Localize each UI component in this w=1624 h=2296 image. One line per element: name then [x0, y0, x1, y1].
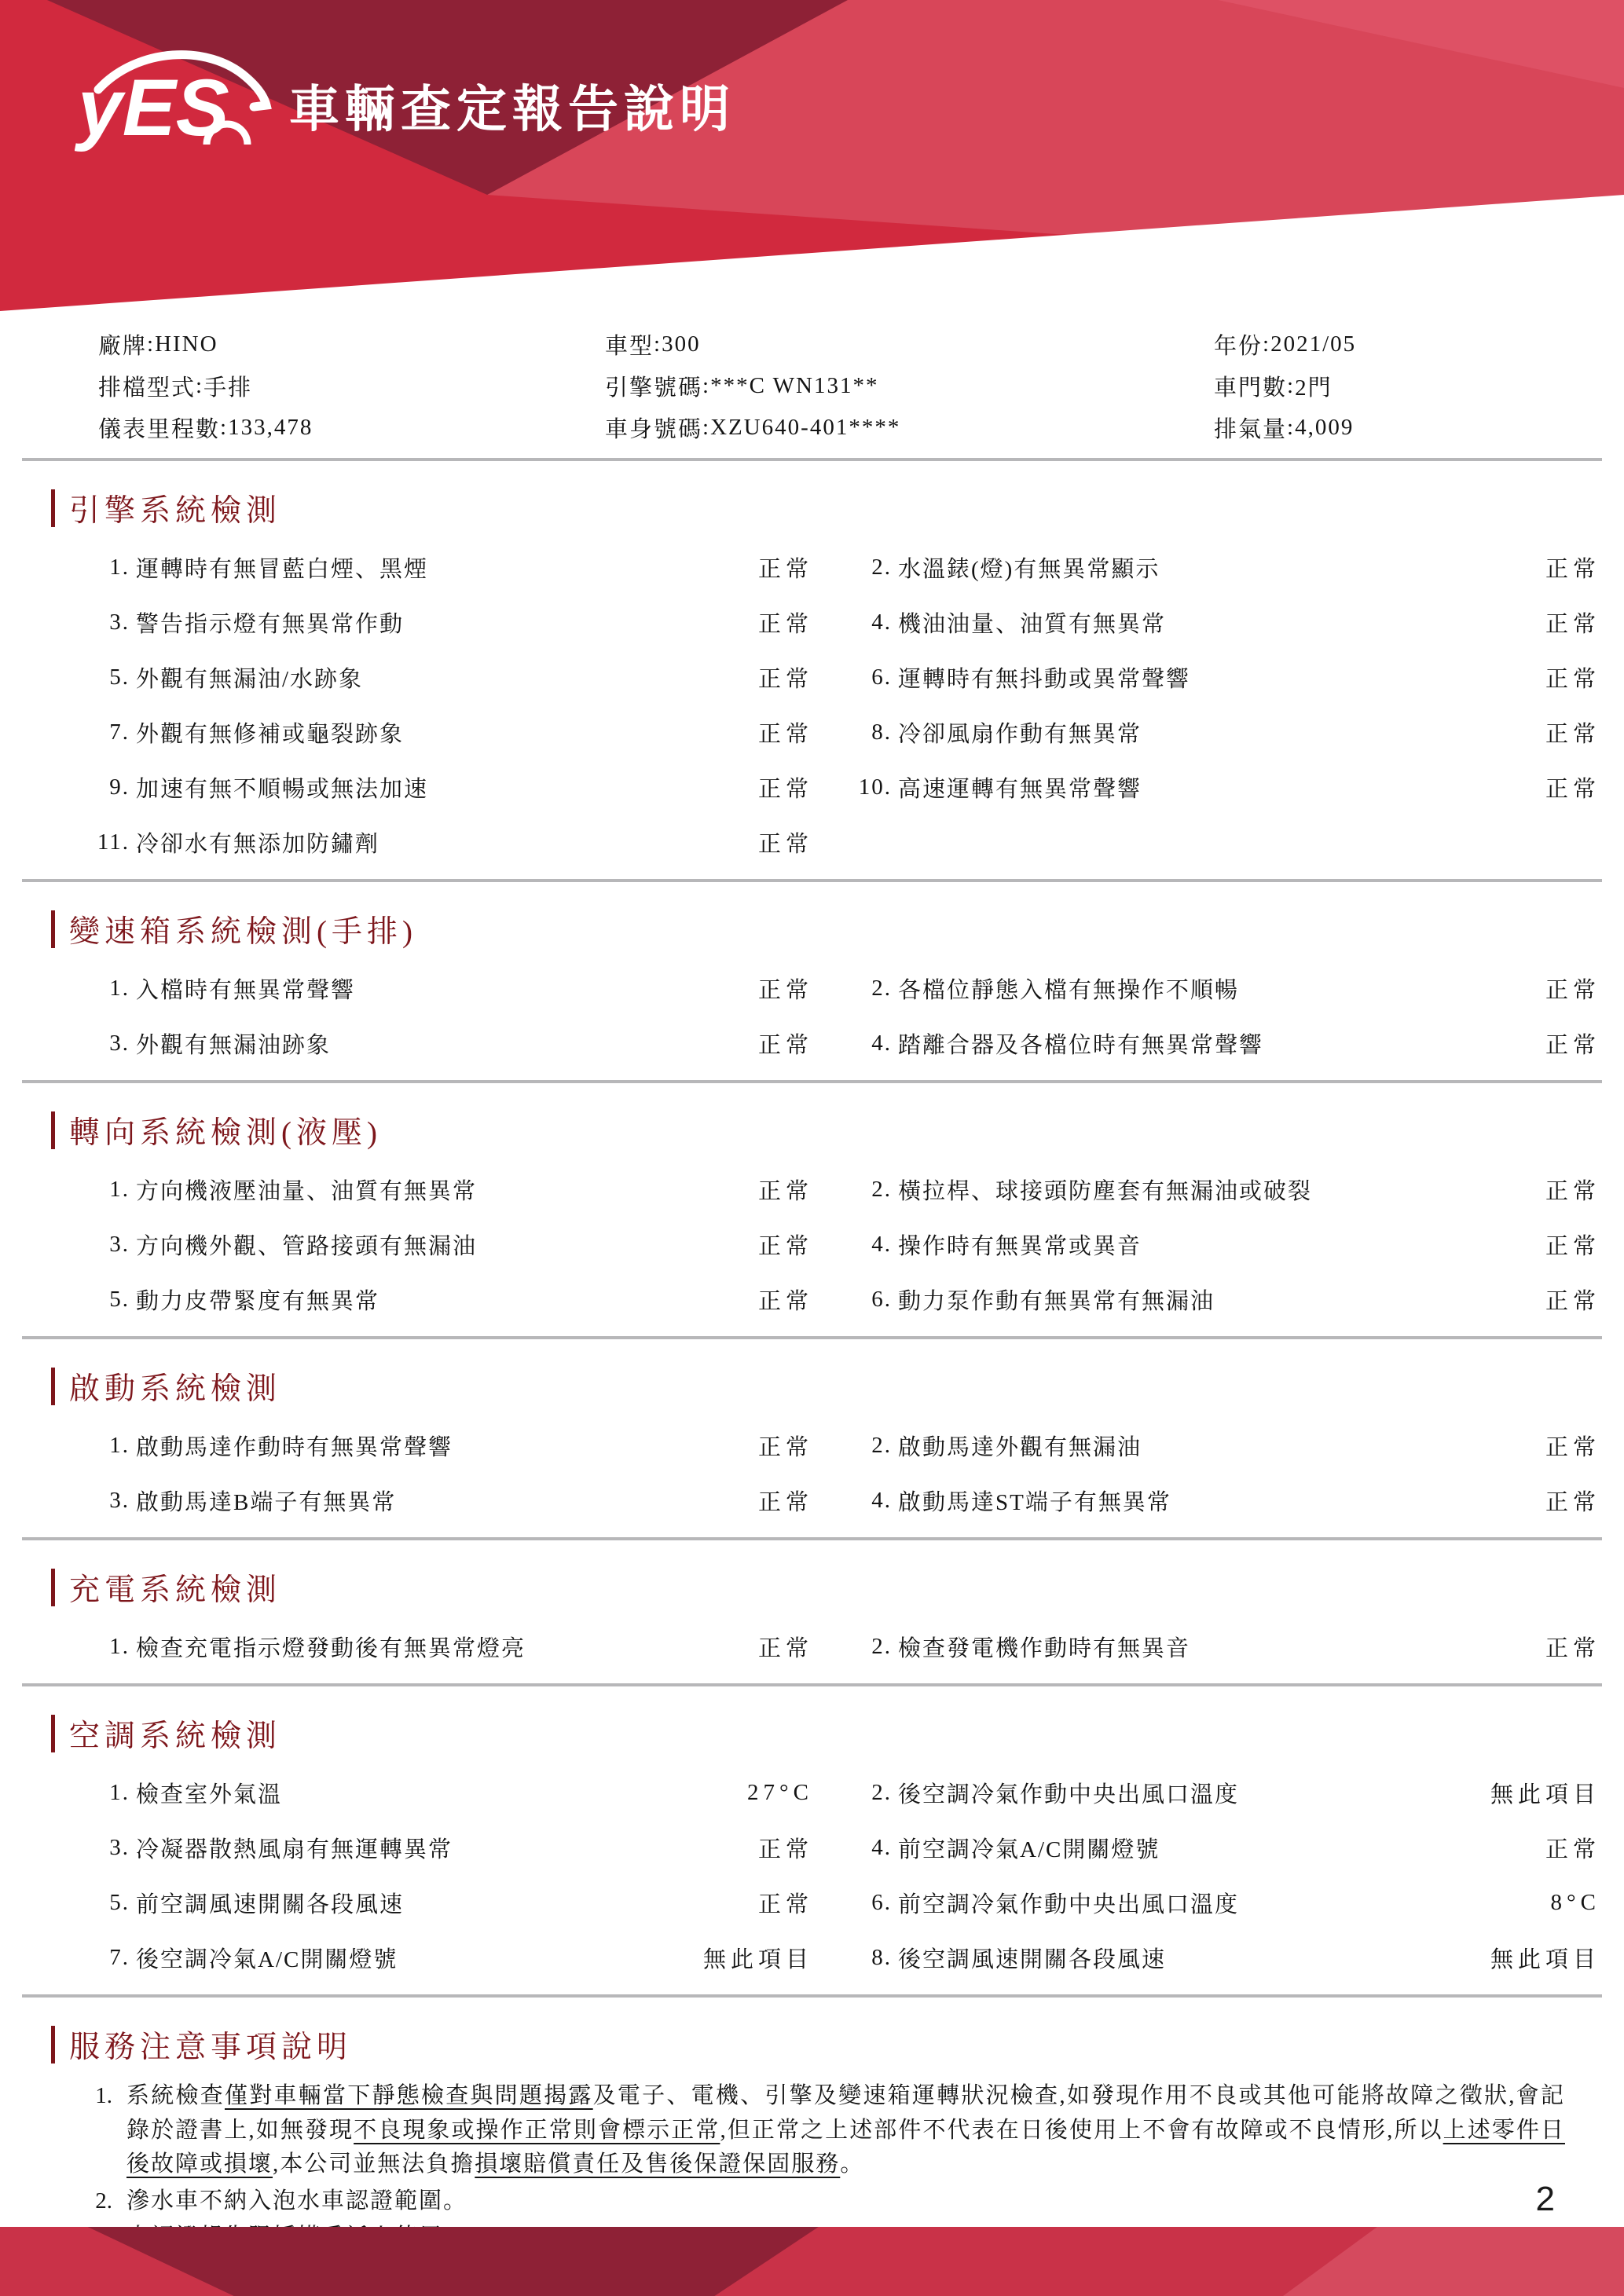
item-result: 正常 [757, 1178, 813, 1204]
section-divider [22, 1683, 1602, 1686]
section-title-text: 變速箱系統檢測(手排) [69, 915, 417, 949]
section-title-text: 轉向系統檢測(液壓) [69, 1116, 382, 1150]
inspection-item [51, 595, 691, 650]
item-result: 正常 [1545, 1233, 1600, 1259]
inspection-item [813, 1162, 1434, 1217]
colon: : [1263, 331, 1271, 357]
item-result: 正常 [757, 666, 813, 692]
item-result: 正常 [1545, 1489, 1600, 1515]
section-divider [22, 1080, 1602, 1083]
item-number: 4. [871, 609, 892, 635]
vehicle-field [1214, 365, 1573, 407]
item-number: 4. [871, 1487, 892, 1513]
item-number: 8. [871, 1944, 892, 1970]
item-label: 踏離合器及各檔位時有無異常聲響 [898, 1032, 1264, 1058]
item-result: 正常 [757, 1032, 813, 1058]
section-items [0, 1162, 1624, 1327]
item-number: 4. [871, 1834, 892, 1860]
item-label: 後空調風速開關各段風速 [898, 1946, 1167, 1972]
item-result: 無此項目 [702, 1946, 813, 1972]
inspection-item [51, 760, 691, 815]
section-service-notes [0, 2024, 1624, 2255]
inspection-item [51, 1619, 691, 1674]
colon: : [654, 331, 662, 357]
section-title-bar [51, 2026, 55, 2063]
item-result: 正常 [1545, 556, 1600, 582]
vehicle-field-label: 年份 [1214, 334, 1263, 359]
item-result: 正常 [757, 721, 813, 747]
item-result: 正常 [1545, 611, 1600, 637]
vehicle-field-value: 2門 [1295, 375, 1333, 401]
section-title-text: 空調系統檢測 [69, 1719, 282, 1753]
item-number: 11. [97, 829, 130, 855]
vehicle-field [605, 407, 1214, 449]
vehicle-field-value: 手排 [203, 375, 253, 401]
note-number: 1. [95, 2083, 112, 2108]
inspection-item [51, 1162, 691, 1217]
section-title [51, 488, 1624, 529]
item-number: 9. [109, 774, 130, 800]
inspection-item [813, 1765, 1434, 1820]
item-label: 外觀有無漏油跡象 [136, 1032, 332, 1058]
item-result: 正常 [1545, 1635, 1600, 1661]
item-number: 6. [871, 664, 892, 690]
section-title-bar [51, 489, 55, 527]
inspection-item [51, 650, 691, 705]
vehicle-field [98, 365, 605, 407]
colon: : [702, 415, 711, 440]
vehicle-field-label: 車門數 [1214, 375, 1288, 401]
colon: : [702, 373, 711, 398]
item-number: 2. [871, 1779, 892, 1805]
section-title [51, 909, 1624, 950]
header-banner [0, 0, 1624, 314]
inspection-item [51, 540, 691, 595]
item-label: 外觀有無漏油/水跡象 [136, 666, 364, 692]
section-title-text: 服務注意事項說明 [69, 2031, 353, 2064]
item-result: 正常 [757, 776, 813, 802]
note-text-segment: 系統檢查 [126, 2083, 225, 2108]
vehicle-field [1214, 324, 1573, 365]
vehicle-field-value: 133,478 [228, 415, 313, 440]
item-label: 啟動馬達作動時有無異常聲響 [136, 1434, 453, 1460]
item-result: 正常 [757, 1434, 813, 1460]
note-text-segment: ,但正常之上述部件不代表在日後使用上不會有故障或不良情形,所以 [720, 2117, 1443, 2143]
inspection-item [813, 1473, 1434, 1528]
item-label: 啟動馬達外觀有無漏油 [898, 1434, 1142, 1460]
item-number: 2. [871, 554, 892, 580]
item-label: 運轉時有無抖動或異常聲響 [898, 666, 1191, 692]
item-label: 啟動馬達B端子有無異常 [136, 1489, 397, 1515]
item-label: 前空調冷氣A/C開關燈號 [898, 1836, 1160, 1862]
section-title [51, 1366, 1624, 1407]
vehicle-field-value: XZU640-401**** [710, 415, 901, 440]
note-text-segment: 及電子、電機、引擎及變速箱運轉狀況檢查,如發現作用不良或其他可能將故障之徵狀,會記錄於證書上,如無發現 [126, 2083, 1565, 2143]
vehicle-field-value: 300 [662, 331, 701, 357]
section-items [0, 1619, 1624, 1674]
vehicle-field [605, 365, 1214, 407]
item-result: 正常 [1545, 776, 1600, 802]
item-result: 無此項目 [1490, 1946, 1600, 1972]
vehicle-info [0, 324, 1624, 449]
item-number: 6. [871, 1889, 892, 1915]
inspection-item [51, 1765, 691, 1820]
inspection-item [813, 1875, 1434, 1930]
vehicle-field-label: 車型 [605, 334, 654, 359]
vehicle-field-label: 排氣量 [1214, 417, 1288, 442]
note-text [126, 2079, 1565, 2182]
item-result: 正常 [757, 1891, 813, 1917]
item-number: 5. [109, 1286, 130, 1312]
section-title-bar [51, 1715, 55, 1752]
inspection-item [51, 705, 691, 760]
item-result: 正常 [1545, 666, 1600, 692]
inspection-item [813, 760, 1434, 815]
inspection-item [51, 1418, 691, 1473]
item-number: 3. [109, 1231, 130, 1257]
item-result: 正常 [757, 611, 813, 637]
note-text-segment: 損壞賠償責任及售後保證保固服務 [475, 2151, 841, 2177]
item-number: 1. [109, 975, 130, 1001]
item-label: 檢查充電指示燈發動後有無異常燈亮 [136, 1635, 526, 1661]
item-label: 冷凝器散熱風扇有無運轉異常 [136, 1836, 453, 1862]
item-number: 8. [871, 719, 892, 745]
inspection-item [51, 1820, 691, 1875]
item-result: 正常 [757, 1233, 813, 1259]
item-label: 加速有無不順暢或無法加速 [136, 776, 429, 802]
vehicle-field-value: ***C WN131** [710, 373, 879, 398]
item-result: 正常 [757, 977, 813, 1003]
inspection-item [813, 1016, 1434, 1071]
item-result: 正常 [1545, 1178, 1600, 1204]
item-number: 7. [109, 1944, 130, 1970]
item-result: 正常 [757, 1635, 813, 1661]
item-label: 檢查室外氣溫 [136, 1782, 283, 1807]
section-title-bar [51, 1368, 55, 1405]
inspection-item [51, 961, 691, 1016]
item-number: 5. [109, 664, 130, 690]
inspection-item [51, 1217, 691, 1272]
vehicle-field-label: 車身號碼 [605, 417, 703, 442]
item-label: 方向機外觀、管路接頭有無漏油 [136, 1233, 478, 1259]
item-label: 後空調冷氣A/C開關燈號 [136, 1946, 398, 1972]
inspection-item [813, 650, 1434, 705]
item-number: 3. [109, 609, 130, 635]
section-divider [22, 458, 1602, 461]
item-number: 3. [109, 1487, 130, 1513]
vehicle-field-label: 引擎號碼 [605, 375, 703, 401]
inspection-item [813, 595, 1434, 650]
vehicle-field-label: 儀表里程數 [98, 417, 221, 442]
note-text-segment: 。 [840, 2151, 865, 2177]
item-label: 前空調風速開關各段風速 [136, 1891, 405, 1917]
inspection-item [813, 1820, 1434, 1875]
inspection-item [813, 1217, 1434, 1272]
vehicle-field-value: 4,009 [1295, 415, 1355, 440]
note-text-segment: 不良現象或操作正常則會標示正常 [354, 2117, 720, 2143]
service-note [75, 2184, 1565, 2219]
item-result: 正常 [1545, 977, 1600, 1003]
vehicle-field-label: 排檔型式 [98, 375, 196, 401]
item-label: 運轉時有無冒藍白煙、黑煙 [136, 556, 429, 582]
item-label: 方向機液壓油量、油質有無異常 [136, 1178, 478, 1204]
item-label: 橫拉桿、球接頭防塵套有無漏油或破裂 [898, 1178, 1313, 1204]
vehicle-field-label: 廠牌 [98, 334, 148, 359]
item-result: 正常 [757, 1288, 813, 1314]
section-title-text: 充電系統檢測 [69, 1573, 282, 1607]
item-number: 2. [871, 1633, 892, 1659]
note-text-segment: 僅對車輛當下靜態檢查與問題揭露 [224, 2083, 593, 2108]
inspection-item [813, 1930, 1434, 1985]
item-result: 正常 [757, 1836, 813, 1862]
service-note [75, 2079, 1565, 2182]
inspection-item [813, 1418, 1434, 1473]
section-title [51, 1567, 1624, 1608]
item-label: 警告指示燈有無異常作動 [136, 611, 405, 637]
item-label: 入檔時有無異常聲響 [136, 977, 356, 1003]
inspection-item [51, 1016, 691, 1071]
section-title-text: 啟動系統檢測 [69, 1372, 282, 1406]
note-text [126, 2184, 1565, 2219]
item-label: 動力泵作動有無異常有無漏油 [898, 1288, 1215, 1314]
vehicle-field-value: 2021/05 [1270, 331, 1357, 357]
inspection-item [813, 1272, 1434, 1327]
item-result: 正常 [757, 831, 813, 857]
note-text-segment: 滲水車不納入泡水車認證範圍。 [126, 2188, 468, 2214]
inspection-item [51, 815, 691, 870]
item-label: 高速運轉有無異常聲響 [898, 776, 1142, 802]
item-number: 3. [109, 1030, 130, 1056]
item-result: 正常 [1545, 1032, 1600, 1058]
item-label: 動力皮帶緊度有無異常 [136, 1288, 380, 1314]
page-number: 2 [1535, 2180, 1555, 2218]
footer-banner [0, 2227, 1624, 2296]
item-number: 7. [109, 719, 130, 745]
item-result: 正常 [1545, 1288, 1600, 1314]
vehicle-field [98, 407, 605, 449]
section-divider [22, 1336, 1602, 1339]
section-items [0, 1765, 1624, 1985]
yes-logo-svg [75, 39, 279, 165]
section-divider [22, 1994, 1602, 1998]
section-divider [22, 1537, 1602, 1540]
colon: : [1287, 373, 1296, 398]
item-result: 8°C [1550, 1889, 1600, 1915]
section-items [0, 1418, 1624, 1528]
item-result: 正常 [1545, 1836, 1600, 1862]
item-label: 檢查發電機作動時有無異音 [898, 1635, 1191, 1661]
item-label: 啟動馬達ST端子有無異常 [898, 1489, 1171, 1515]
item-result: 無此項目 [1490, 1782, 1600, 1807]
section-title [51, 1110, 1624, 1151]
inspection-item [51, 1473, 691, 1528]
section-title-text: 引擎系統檢測 [69, 494, 282, 528]
section-steering [0, 1110, 1624, 1327]
inspection-item [51, 1875, 691, 1930]
inspection-item [51, 1930, 691, 1985]
item-result: 正常 [1545, 1434, 1600, 1460]
item-label: 冷卻水有無添加防鏽劑 [136, 831, 380, 857]
inspection-item [813, 705, 1434, 760]
item-label: 操作時有無異常或異音 [898, 1233, 1142, 1259]
note-number: 2. [95, 2188, 112, 2214]
item-number: 2. [871, 975, 892, 1001]
inspection-item [813, 961, 1434, 1016]
yes-logo [75, 39, 279, 169]
vehicle-field [98, 324, 605, 365]
section-title-bar [51, 1569, 55, 1606]
section-title [51, 2024, 1624, 2065]
item-number: 1. [109, 1432, 130, 1458]
item-label: 各檔位靜態入檔有無操作不順暢 [898, 977, 1240, 1003]
page-title: 車輛查定報告說明 [289, 81, 735, 137]
item-label: 冷卻風扇作動有無異常 [898, 721, 1142, 747]
item-label: 外觀有無修補或龜裂跡象 [136, 721, 405, 747]
inspection-item [51, 1272, 691, 1327]
item-label: 水溫錶(燈)有無異常顯示 [898, 556, 1160, 582]
item-result: 正常 [757, 1489, 813, 1515]
section-title-bar [51, 910, 55, 948]
note-text-segment: 上述零件日後故障或損壞 [126, 2117, 1565, 2177]
item-number: 1. [109, 1779, 130, 1805]
item-result: 正常 [1545, 721, 1600, 747]
inspection-item [813, 540, 1434, 595]
section-aircon [0, 1713, 1624, 1985]
colon: : [196, 373, 204, 398]
section-items [0, 961, 1624, 1071]
item-number: 4. [871, 1030, 892, 1056]
section-charging [0, 1567, 1624, 1674]
item-number: 3. [109, 1834, 130, 1860]
vehicle-field [1214, 407, 1573, 449]
section-title [51, 1713, 1624, 1754]
section-starting [0, 1366, 1624, 1528]
item-label: 前空調冷氣作動中央出風口溫度 [898, 1891, 1240, 1917]
item-number: 1. [109, 1176, 130, 1202]
colon: : [147, 331, 156, 357]
note-text-segment: ,本公司並無法負擔 [273, 2151, 475, 2177]
section-items [0, 540, 1624, 870]
section-title-bar [51, 1111, 55, 1149]
item-number: 10. [858, 774, 892, 800]
vehicle-field [605, 324, 1214, 365]
item-number: 1. [109, 554, 130, 580]
section-transmission [0, 909, 1624, 1071]
section-engine [0, 488, 1624, 870]
section-divider [22, 879, 1602, 882]
item-number: 6. [871, 1286, 892, 1312]
item-label: 機油油量、油質有無異常 [898, 611, 1167, 637]
colon: : [1287, 415, 1296, 440]
item-result: 27°C [747, 1779, 813, 1805]
item-label: 後空調冷氣作動中央出風口溫度 [898, 1782, 1240, 1807]
item-number: 2. [871, 1432, 892, 1458]
item-number: 4. [871, 1231, 892, 1257]
item-number: 5. [109, 1889, 130, 1915]
item-number: 2. [871, 1176, 892, 1202]
vehicle-field-value: HINO [155, 331, 218, 357]
colon: : [220, 415, 229, 440]
logo-text: yES [78, 63, 229, 152]
inspection-item [813, 1619, 1434, 1674]
item-number: 1. [109, 1633, 130, 1659]
item-result: 正常 [757, 556, 813, 582]
